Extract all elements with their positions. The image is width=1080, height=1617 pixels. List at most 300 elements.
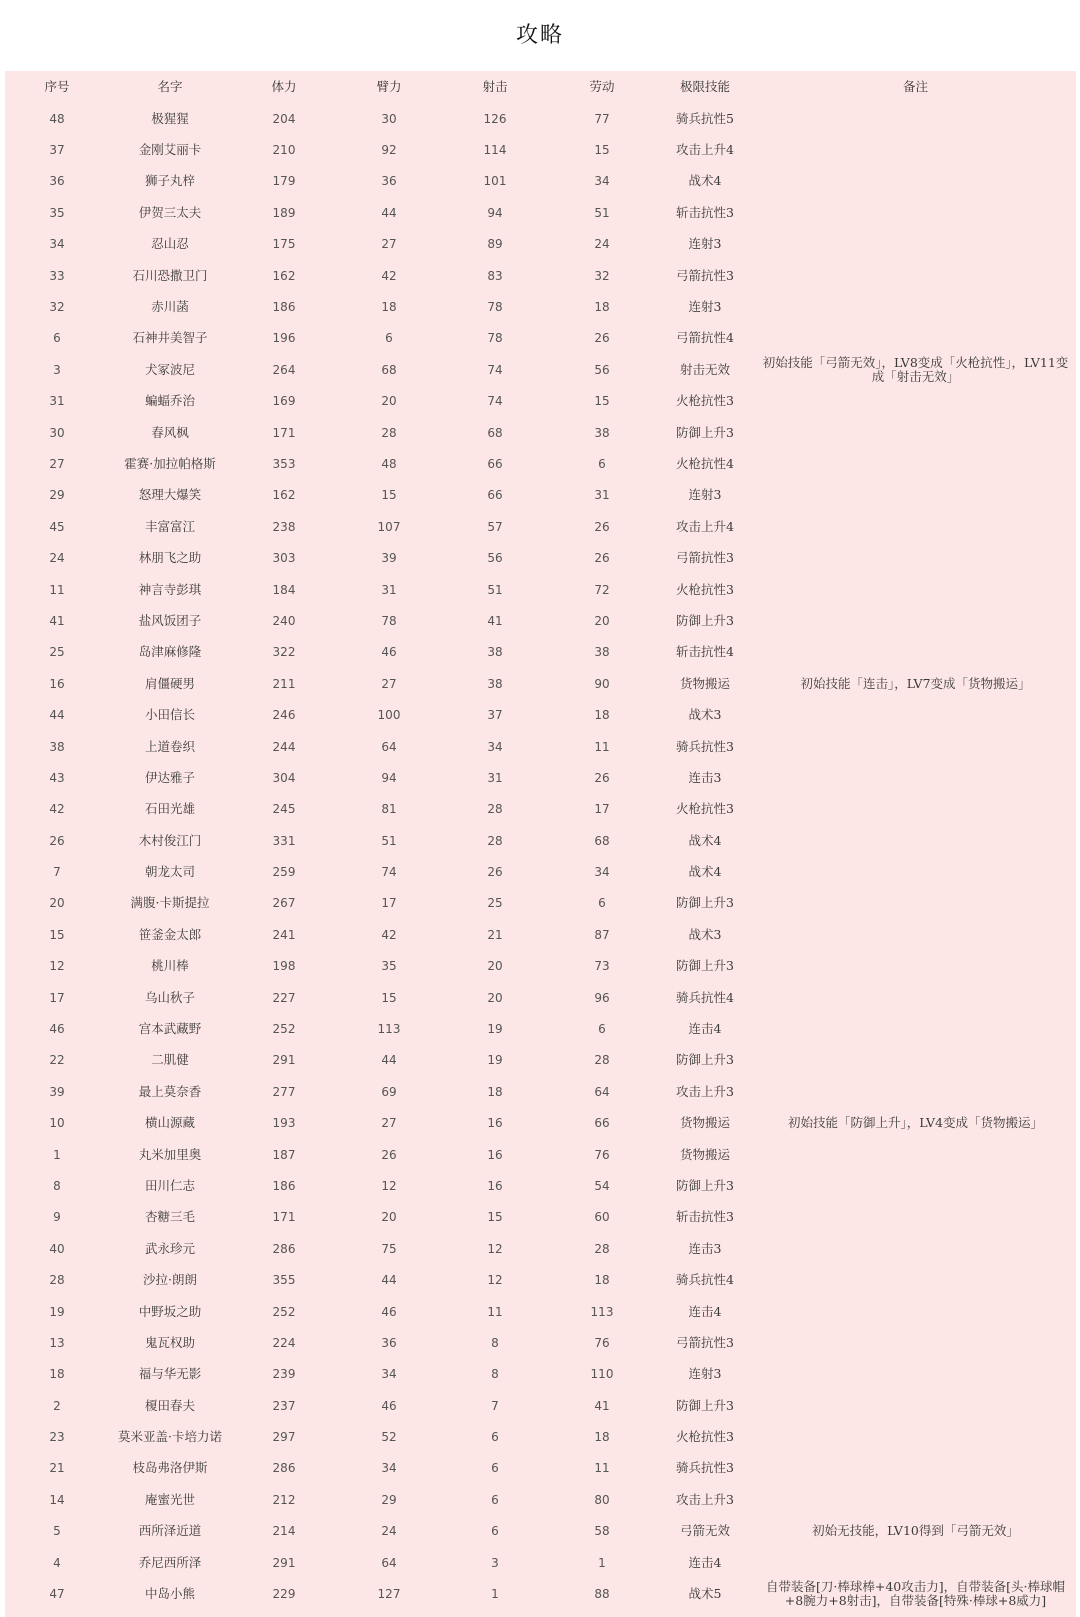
cell-name: 最上莫奈香: [138, 1083, 202, 1099]
cell-id: 13: [49, 1335, 65, 1350]
cell-limit-skill: 战术3: [688, 926, 722, 942]
cell-labor: 34: [594, 865, 610, 880]
cell-stamina: 198: [272, 959, 296, 974]
cell-name: 庵蜜光世: [144, 1491, 195, 1507]
cell-name: 肩僵硬男: [144, 675, 195, 691]
cell-limit-skill: 防御上升3: [676, 424, 734, 440]
cell-id: 37: [49, 143, 65, 158]
cell-remarks: [755, 291, 1076, 322]
cell-remarks: [755, 103, 1076, 134]
cell-shooting: 11: [487, 1304, 503, 1319]
cell-id: 28: [49, 1273, 65, 1288]
cell-labor: 26: [594, 770, 610, 785]
cell-limit-skill: 防御上升3: [676, 1052, 734, 1068]
table-row: [5, 1076, 1076, 1107]
cell-stamina: 214: [272, 1524, 296, 1539]
cell-strength: 30: [381, 111, 397, 126]
cell-shooting: 83: [487, 268, 503, 283]
cell-id: 27: [49, 456, 65, 471]
cell-shooting: 20: [487, 990, 503, 1005]
cell-shooting: 101: [483, 174, 507, 189]
cell-name: 伊达雅子: [144, 769, 195, 785]
cell-stamina: 264: [272, 362, 296, 377]
cell-remarks: [755, 731, 1076, 762]
cell-id: 43: [49, 770, 65, 785]
cell-labor: 64: [594, 1084, 610, 1099]
cell-stamina: 246: [272, 708, 296, 723]
cell-limit-skill: 弓箭抗性3: [676, 267, 734, 283]
cell-name: 林朋飞之助: [138, 550, 202, 566]
table-row: [5, 1421, 1076, 1452]
cell-shooting: 6: [491, 1524, 499, 1539]
cell-labor: 68: [594, 833, 610, 848]
cell-labor: 18: [594, 1273, 610, 1288]
cell-strength: 113: [377, 1022, 401, 1037]
cell-remarks: [755, 574, 1076, 605]
cell-shooting: 56: [487, 551, 503, 566]
cell-strength: 27: [381, 237, 397, 252]
cell-id: 16: [49, 676, 65, 691]
table-row: [5, 1108, 1076, 1139]
cell-limit-skill: 骑兵抗性4: [676, 1272, 734, 1288]
cell-remarks: [755, 1202, 1076, 1233]
cell-shooting: 8: [491, 1335, 499, 1350]
cell-name: 西所泽近道: [138, 1523, 202, 1539]
cell-shooting: 74: [487, 362, 503, 377]
cell-limit-skill: 弓箭抗性3: [676, 1334, 734, 1350]
cell-limit-skill: 防御上升3: [676, 895, 734, 911]
cell-labor: 26: [594, 551, 610, 566]
cell-id: 3: [53, 362, 61, 377]
cell-strength: 69: [381, 1084, 397, 1099]
cell-strength: 48: [381, 456, 397, 471]
cell-labor: 76: [594, 1335, 610, 1350]
cell-id: 15: [49, 927, 65, 942]
cell-stamina: 240: [272, 613, 296, 628]
cell-id: 44: [49, 708, 65, 723]
table-row: [5, 919, 1076, 950]
cell-remarks: [755, 605, 1076, 636]
cell-strength: 15: [381, 990, 397, 1005]
cell-id: 6: [53, 331, 61, 346]
cell-labor: 66: [594, 1116, 610, 1131]
cell-strength: 36: [381, 174, 397, 189]
cell-labor: 6: [598, 456, 606, 471]
cell-limit-skill: 战术5: [688, 1586, 722, 1602]
cell-strength: 27: [381, 676, 397, 691]
cell-remarks: [755, 1327, 1076, 1358]
table-row: [5, 1139, 1076, 1170]
cell-stamina: 193: [272, 1116, 296, 1131]
column-header-labor: 劳动: [589, 79, 615, 94]
cell-strength: 127: [377, 1587, 401, 1602]
cell-id: 2: [53, 1398, 61, 1413]
cell-limit-skill: 战术3: [688, 707, 722, 723]
cell-strength: 44: [381, 1273, 397, 1288]
cell-strength: 31: [381, 582, 397, 597]
cell-strength: 42: [381, 268, 397, 283]
cell-name: 福与华无影: [138, 1366, 202, 1382]
cell-limit-skill: 防御上升3: [676, 1397, 734, 1413]
cell-shooting: 19: [487, 1053, 503, 1068]
cell-limit-skill: 骑兵抗性3: [676, 738, 734, 754]
cell-remarks: [755, 197, 1076, 228]
cell-name: 乌山秋子: [144, 989, 195, 1005]
cell-labor: 56: [594, 362, 610, 377]
cell-name: 忍山忍: [151, 236, 189, 252]
cell-shooting: 12: [487, 1273, 503, 1288]
cell-limit-skill: 防御上升3: [676, 1177, 734, 1193]
cell-shooting: 15: [487, 1210, 503, 1225]
table-row: [5, 134, 1076, 165]
cell-limit-skill: 连击3: [688, 769, 722, 785]
cell-labor: 18: [594, 1430, 610, 1445]
cell-name: 满腹·卡斯提拉: [130, 895, 210, 911]
cell-name: 沙拉·朗朗: [143, 1272, 197, 1288]
table-row: [5, 856, 1076, 887]
cell-name: 笹釜金太郎: [138, 926, 202, 942]
table-row: [5, 1547, 1076, 1578]
cell-remarks: [755, 856, 1076, 887]
cell-limit-skill: 斩击抗性3: [676, 204, 734, 220]
cell-limit-skill: 弓箭无效: [679, 1523, 730, 1539]
cell-id: 23: [49, 1430, 65, 1445]
cell-limit-skill: 战术4: [688, 173, 722, 189]
cell-stamina: 239: [272, 1367, 296, 1382]
cell-stamina: 212: [272, 1492, 296, 1507]
cell-shooting: 16: [487, 1147, 503, 1162]
cell-name: 犬冢波尼: [144, 361, 195, 377]
cell-name: 极猩猩: [151, 110, 189, 126]
cell-labor: 32: [594, 268, 610, 283]
cell-name: 武永珍元: [144, 1240, 195, 1256]
cell-remarks: [755, 982, 1076, 1013]
cell-shooting: 34: [487, 739, 503, 754]
cell-labor: 54: [594, 1178, 610, 1193]
table-row: [5, 1516, 1076, 1547]
cell-strength: 36: [381, 1335, 397, 1350]
cell-labor: 28: [594, 1241, 610, 1256]
cell-limit-skill: 防御上升3: [676, 612, 734, 628]
cell-strength: 39: [381, 551, 397, 566]
cell-labor: 60: [594, 1210, 610, 1225]
cell-limit-skill: 射击无效: [679, 361, 730, 377]
cell-remarks: [755, 1547, 1076, 1578]
cell-labor: 20: [594, 613, 610, 628]
cell-name: 中野坂之助: [138, 1303, 202, 1319]
data-table-panel: [5, 71, 1076, 1617]
cell-strength: 20: [381, 1210, 397, 1225]
cell-stamina: 169: [272, 394, 296, 409]
cell-shooting: 19: [487, 1022, 503, 1037]
cell-id: 10: [49, 1116, 65, 1131]
table-row: [5, 1202, 1076, 1233]
table-row: [5, 888, 1076, 919]
cell-id: 39: [49, 1084, 65, 1099]
cell-limit-skill: 骑兵抗性5: [676, 110, 734, 126]
cell-limit-skill: 连击4: [688, 1021, 722, 1037]
cell-strength: 68: [381, 362, 397, 377]
table-row: [5, 103, 1076, 134]
table-row: [5, 291, 1076, 322]
cell-strength: 28: [381, 425, 397, 440]
cell-labor: 11: [594, 1461, 610, 1476]
cell-labor: 26: [594, 519, 610, 534]
cell-stamina: 291: [272, 1555, 296, 1570]
cell-name: 怒理大爆笑: [138, 487, 202, 503]
cell-strength: 24: [381, 1524, 397, 1539]
cell-name: 岛津麻修隆: [138, 644, 202, 660]
cell-shooting: 28: [487, 833, 503, 848]
cell-strength: 42: [381, 927, 397, 942]
cell-shooting: 21: [487, 927, 503, 942]
cell-labor: 6: [598, 896, 606, 911]
cell-stamina: 184: [272, 582, 296, 597]
cell-remarks: [755, 762, 1076, 793]
table-row: [5, 417, 1076, 448]
cell-limit-skill: 防御上升3: [676, 958, 734, 974]
cell-stamina: 353: [272, 456, 296, 471]
table-row: [5, 1390, 1076, 1421]
cell-labor: 28: [594, 1053, 610, 1068]
cell-name: 丰富富江: [144, 518, 195, 534]
cell-labor: 18: [594, 708, 610, 723]
cell-shooting: 12: [487, 1241, 503, 1256]
column-header-shooting: 射击: [482, 79, 508, 94]
cell-id: 18: [49, 1367, 65, 1382]
table-header: [5, 71, 1076, 103]
cell-stamina: 171: [272, 425, 296, 440]
cell-strength: 34: [381, 1461, 397, 1476]
cell-strength: 46: [381, 1304, 397, 1319]
cell-shooting: 89: [487, 237, 503, 252]
cell-shooting: 8: [491, 1367, 499, 1382]
cell-shooting: 126: [483, 111, 507, 126]
table-row: [5, 229, 1076, 260]
cell-id: 17: [49, 990, 65, 1005]
cell-shooting: 1: [491, 1587, 499, 1602]
cell-stamina: 237: [272, 1398, 296, 1413]
table-row: [5, 480, 1076, 511]
cell-stamina: 297: [272, 1430, 296, 1445]
cell-strength: 27: [381, 1116, 397, 1131]
cell-stamina: 259: [272, 865, 296, 880]
cell-limit-skill: 火枪抗性3: [676, 1429, 734, 1445]
cell-shooting: 6: [491, 1430, 499, 1445]
cell-limit-skill: 战术4: [688, 832, 722, 848]
table-row: [5, 1327, 1076, 1358]
cell-remarks: [755, 1421, 1076, 1452]
cell-stamina: 331: [272, 833, 296, 848]
cell-remarks: [755, 511, 1076, 542]
cell-labor: 110: [590, 1367, 614, 1382]
cell-name: 伊贺三太夫: [138, 204, 202, 220]
cell-name: 朝龙太司: [144, 864, 195, 880]
cell-strength: 6: [385, 331, 393, 346]
cell-remarks: [755, 951, 1076, 982]
cell-stamina: 211: [272, 676, 296, 691]
cell-labor: 41: [594, 1398, 610, 1413]
cell-stamina: 303: [272, 551, 296, 566]
cell-strength: 29: [381, 1492, 397, 1507]
cell-stamina: 322: [272, 645, 296, 660]
cell-id: 42: [49, 802, 65, 817]
cell-labor: 90: [594, 676, 610, 691]
cell-stamina: 210: [272, 143, 296, 158]
cell-labor: 1: [598, 1555, 606, 1570]
cell-name: 春风枫: [151, 424, 189, 440]
cell-shooting: 37: [487, 708, 503, 723]
cell-id: 45: [49, 519, 65, 534]
table-row: [5, 1484, 1076, 1515]
cell-remarks: 初始技能「防御上升」，LV4变成「货物搬运」: [787, 1115, 1044, 1131]
cell-remarks: [755, 448, 1076, 479]
cell-limit-skill: 火枪抗性3: [676, 581, 734, 597]
table-row: [5, 668, 1076, 699]
cell-stamina: 244: [272, 739, 296, 754]
cell-id: 22: [49, 1053, 65, 1068]
cell-stamina: 171: [272, 1210, 296, 1225]
cell-stamina: 187: [272, 1147, 296, 1162]
column-header-id: 序号: [44, 79, 70, 94]
cell-id: 21: [49, 1461, 65, 1476]
cell-shooting: 16: [487, 1178, 503, 1193]
cell-limit-skill: 斩击抗性3: [676, 1209, 734, 1225]
table-row: [5, 574, 1076, 605]
table-row: [5, 637, 1076, 668]
character-stats-table: [5, 71, 1076, 1610]
table-body: [5, 103, 1076, 1610]
table-row: [5, 448, 1076, 479]
column-header-strength: 臂力: [376, 79, 402, 94]
cell-shooting: 6: [491, 1461, 499, 1476]
cell-id: 5: [53, 1524, 61, 1539]
cell-labor: 80: [594, 1492, 610, 1507]
cell-id: 20: [49, 896, 65, 911]
cell-stamina: 162: [272, 268, 296, 283]
cell-id: 31: [49, 394, 65, 409]
table-row: [5, 731, 1076, 762]
cell-strength: 64: [381, 739, 397, 754]
table-row: [5, 982, 1076, 1013]
cell-name: 石神井美智子: [132, 330, 208, 346]
cell-remarks: [755, 1045, 1076, 1076]
cell-shooting: 57: [487, 519, 503, 534]
cell-strength: 64: [381, 1555, 397, 1570]
cell-limit-skill: 斩击抗性4: [676, 644, 734, 660]
table-row: [5, 1264, 1076, 1295]
cell-remarks: [755, 1390, 1076, 1421]
cell-id: 35: [49, 205, 65, 220]
cell-stamina: 286: [272, 1461, 296, 1476]
cell-limit-skill: 攻击上升3: [676, 1083, 734, 1099]
cell-limit-skill: 连射3: [688, 487, 722, 503]
cell-stamina: 179: [272, 174, 296, 189]
cell-id: 8: [53, 1178, 61, 1193]
cell-shooting: 6: [491, 1492, 499, 1507]
cell-name: 二肌健: [151, 1052, 189, 1068]
cell-strength: 20: [381, 394, 397, 409]
cell-remarks: [755, 1453, 1076, 1484]
cell-strength: 51: [381, 833, 397, 848]
table-row: [5, 1233, 1076, 1264]
cell-stamina: 277: [272, 1084, 296, 1099]
cell-strength: 46: [381, 1398, 397, 1413]
cell-id: 41: [49, 613, 65, 628]
cell-name: 盐风饭团子: [138, 612, 202, 628]
cell-stamina: 224: [272, 1335, 296, 1350]
cell-limit-skill: 连击4: [688, 1554, 722, 1570]
cell-strength: 81: [381, 802, 397, 817]
cell-stamina: 186: [272, 300, 296, 315]
cell-name: 田川仁志: [144, 1177, 195, 1193]
cell-shooting: 94: [487, 205, 503, 220]
cell-id: 32: [49, 300, 65, 315]
cell-remarks: [755, 1170, 1076, 1201]
table-row: [5, 825, 1076, 856]
cell-limit-skill: 火枪抗性3: [676, 801, 734, 817]
cell-id: 19: [49, 1304, 65, 1319]
cell-limit-skill: 货物搬运: [679, 1115, 730, 1131]
table-row: [5, 1578, 1076, 1609]
cell-limit-skill: 连射3: [688, 1366, 722, 1382]
cell-strength: 35: [381, 959, 397, 974]
cell-strength: 74: [381, 865, 397, 880]
cell-name: 狮子丸梓: [144, 173, 195, 189]
column-header-stamina: 体力: [271, 79, 297, 94]
cell-remarks: [755, 542, 1076, 573]
table-row: [5, 1013, 1076, 1044]
cell-strength: 100: [377, 708, 401, 723]
table-row: [5, 1170, 1076, 1201]
cell-name: 蝙蝠乔治: [144, 393, 195, 409]
cell-remarks: [755, 323, 1076, 354]
cell-shooting: 66: [487, 456, 503, 471]
cell-shooting: 28: [487, 802, 503, 817]
cell-shooting: 38: [487, 645, 503, 660]
cell-stamina: 241: [272, 927, 296, 942]
table-row: [5, 323, 1076, 354]
cell-limit-skill: 攻击上升4: [676, 518, 734, 534]
cell-id: 9: [53, 1210, 61, 1225]
cell-strength: 107: [377, 519, 401, 534]
cell-remarks: 初始技能「弓箭无效」，LV8变成「火枪抗性」，LV11变成「射击无效」: [762, 354, 1069, 384]
cell-name: 桃川棒: [151, 958, 189, 974]
page-title: 攻略: [515, 23, 564, 48]
cell-labor: 15: [594, 143, 610, 158]
cell-limit-skill: 弓箭抗性3: [676, 550, 734, 566]
cell-strength: 44: [381, 205, 397, 220]
cell-shooting: 26: [487, 865, 503, 880]
header-row: [5, 71, 1076, 103]
cell-stamina: 175: [272, 237, 296, 252]
cell-remarks: [755, 1076, 1076, 1107]
cell-name: 木村俊江门: [138, 832, 202, 848]
cell-labor: 58: [594, 1524, 610, 1539]
cell-strength: 94: [381, 770, 397, 785]
table-row: [5, 794, 1076, 825]
cell-shooting: 78: [487, 331, 503, 346]
cell-shooting: 41: [487, 613, 503, 628]
cell-shooting: 78: [487, 300, 503, 315]
table-row: [5, 1359, 1076, 1390]
cell-name: 枝岛弗洛伊斯: [132, 1460, 208, 1476]
cell-stamina: 238: [272, 519, 296, 534]
cell-remarks: [755, 229, 1076, 260]
cell-remarks: [755, 1484, 1076, 1515]
table-row: [5, 542, 1076, 573]
cell-remarks: [755, 1233, 1076, 1264]
